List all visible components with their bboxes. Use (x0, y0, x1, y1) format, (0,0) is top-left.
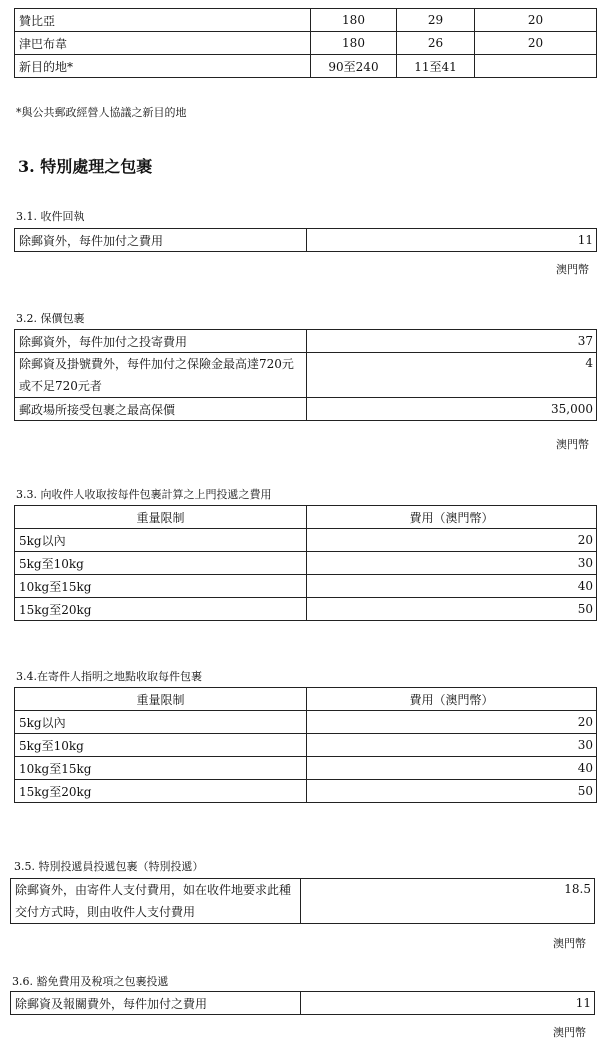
fee-value: 20 (307, 711, 597, 734)
fee-value: 4 (307, 353, 597, 398)
section-heading: 3. 特別處理之包裹 (18, 157, 153, 176)
table-row (15, 229, 597, 252)
section-3-3-title: 3.3. 向收件人收取按每件包裹計算之上門投遞之費用 (16, 488, 272, 501)
weight-label: 5kg以內 (15, 529, 307, 552)
currency-label: 澳門幣 (553, 1026, 586, 1039)
fee-label: 除郵資及掛號費外，每件加付之保險金最高達720元或不足720元者 (15, 353, 307, 398)
rate-cell: 20 (475, 9, 597, 32)
table-row (15, 529, 597, 552)
fee-value: 30 (307, 734, 597, 757)
rate-cell: 180 (311, 32, 397, 55)
currency-label: 澳門幣 (556, 438, 589, 451)
destination-name: 新目的地* (15, 55, 311, 78)
rate-cell: 11至41 (397, 55, 475, 78)
fee-value: 37 (307, 330, 597, 353)
fee-value: 50 (307, 780, 597, 803)
table-header-row (15, 688, 597, 711)
currency-label: 澳門幣 (556, 263, 589, 276)
rate-cell: 90至240 (311, 55, 397, 78)
table-row (15, 711, 597, 734)
fee-value: 20 (307, 529, 597, 552)
table-row (15, 55, 597, 78)
destination-name: 津巴布韋 (15, 32, 311, 55)
destination-name: 贊比亞 (15, 9, 311, 32)
rate-cell: 29 (397, 9, 475, 32)
weight-label: 5kg至10kg (15, 734, 307, 757)
weight-label: 10kg至15kg (15, 575, 307, 598)
table-row (15, 575, 597, 598)
weight-label: 5kg以內 (15, 711, 307, 734)
column-header-weight: 重量限制 (15, 506, 307, 529)
table-row (15, 734, 597, 757)
rate-cell: 26 (397, 32, 475, 55)
table-row (15, 780, 597, 803)
column-header-weight: 重量限制 (15, 688, 307, 711)
weight-label: 5kg至10kg (15, 552, 307, 575)
home-delivery-fee-table (14, 505, 597, 621)
fee-value: 40 (307, 757, 597, 780)
table-row (15, 552, 597, 575)
fee-label: 除郵資及報關費外，每件加付之費用 (11, 992, 301, 1015)
fee-label: 除郵資外，每件加付之費用 (15, 229, 307, 252)
pickup-fee-table (14, 687, 597, 803)
currency-label: 澳門幣 (553, 937, 586, 950)
rate-cell: 180 (311, 9, 397, 32)
section-3-5-title: 3.5. 特別投遞員投遞包裹（特別投遞） (14, 860, 204, 873)
fee-value: 18.5 (301, 879, 595, 924)
section-3-1-title: 3.1. 收件回執 (16, 210, 85, 223)
table-row (15, 9, 597, 32)
column-header-fee: 費用（澳門幣） (307, 688, 597, 711)
return-receipt-table (14, 228, 597, 252)
table-header-row (15, 506, 597, 529)
fee-value: 11 (301, 992, 595, 1015)
weight-label: 15kg至20kg (15, 780, 307, 803)
destination-rates-table (14, 8, 597, 78)
section-3-2-title: 3.2. 保價包裹 (16, 312, 85, 325)
fee-value: 35,000 (307, 398, 597, 421)
insured-parcel-table (14, 329, 597, 421)
section-3-4-title: 3.4.在寄件人指明之地點收取每件包裹 (16, 670, 202, 683)
table-row (15, 353, 597, 398)
weight-label: 15kg至20kg (15, 598, 307, 621)
weight-label: 10kg至15kg (15, 757, 307, 780)
special-delivery-table (10, 878, 595, 924)
rate-cell (475, 55, 597, 78)
table-row (11, 992, 595, 1015)
table-row (15, 32, 597, 55)
fee-label: 除郵資外，由寄件人支付費用，如在收件地要求此種交付方式時，則由收件人支付費用 (11, 879, 301, 924)
fee-value: 11 (307, 229, 597, 252)
table-row (15, 757, 597, 780)
duty-free-delivery-table (10, 991, 595, 1015)
table-row (11, 879, 595, 924)
table-row (15, 598, 597, 621)
fee-value: 30 (307, 552, 597, 575)
table-row (15, 398, 597, 421)
section-3-6-title: 3.6. 豁免費用及稅項之包裹投遞 (12, 975, 169, 988)
table-row (15, 330, 597, 353)
column-header-fee: 費用（澳門幣） (307, 506, 597, 529)
fee-label: 郵政場所接受包裹之最高保價 (15, 398, 307, 421)
fee-value: 50 (307, 598, 597, 621)
fee-value: 40 (307, 575, 597, 598)
fee-label: 除郵資外，每件加付之投寄費用 (15, 330, 307, 353)
footnote: *與公共郵政經營人協議之新目的地 (16, 106, 187, 119)
rate-cell: 20 (475, 32, 597, 55)
